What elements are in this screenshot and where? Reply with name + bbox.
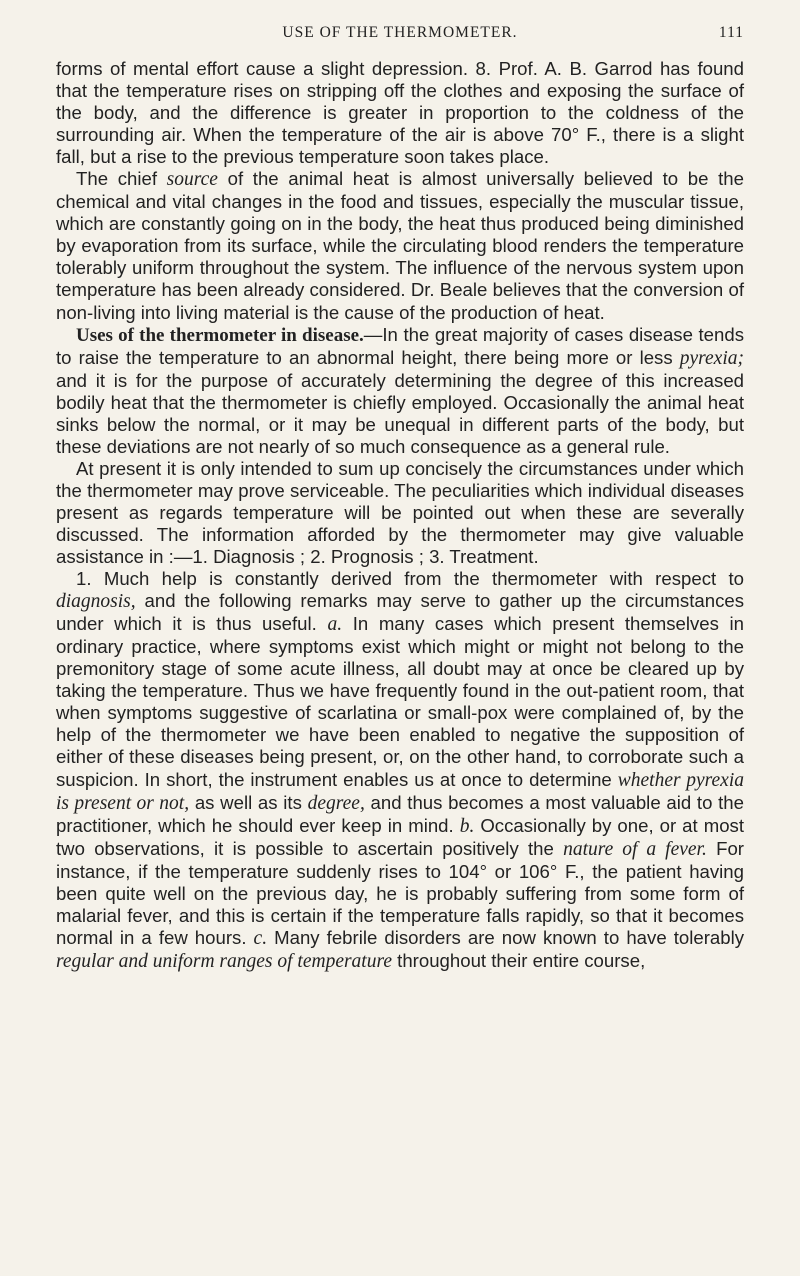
text-run: forms of mental effort cause a slight depression. 8. Prof. A. B. Garrod has found that the temperature rises on stripping off the clothes and exposing the surface of the body, and the difference is greater in proportion to the coldness of the surrounding air. When the temperature of the air is above 70° F., there is a slight fall, but a rise to the previous temperature soon takes place. bbox=[56, 58, 744, 168]
text-run: throughout their entire course, bbox=[392, 949, 646, 971]
italic-text: regular and uniform ranges of temperature bbox=[56, 950, 392, 972]
text-run: In many cases which present themselves in ordinary practice, where symptoms exist which might or might not belong to the premonitory stage of some acute illness, all doubt may at once be cleared up by taking the temperature. Thus we have frequently found in the out-patient room, that when symptoms suggestive of scarlatina or small-pox were complained of, by the help of the thermometer we have been enabled to negative the supposition of either of these diseases being present, or, on the other hand, to corroborate such a suspicion. In short, the instrument enables us at once to determine bbox=[56, 613, 745, 790]
section-heading: Uses of the thermometer in disease. bbox=[76, 324, 364, 346]
italic-text: pyrexia; bbox=[679, 347, 744, 369]
paragraph bbox=[56, 324, 744, 458]
text-run: of the animal heat is almost universally believed to be the chemical and vital changes in the food and tissues, especially the muscular tissue, which are constantly going on in the body, the heat thus produced being diminished by evaporation from its surface, while the circulating blood renders the temperature tolerably uniform throughout the system. The influence of the nervous system upon temperature has been already considered. Dr. Beale believes that the conversion of non-living into living material is the cause of the production of heat. bbox=[56, 168, 744, 323]
text-run: as well as its bbox=[189, 791, 308, 813]
italic-text: a. bbox=[327, 614, 343, 636]
paragraph bbox=[56, 58, 744, 168]
italic-text: source bbox=[166, 169, 218, 191]
paragraph bbox=[56, 168, 744, 323]
italic-text: nature of a fever. bbox=[563, 838, 707, 860]
italic-text: c. bbox=[253, 927, 268, 949]
text-run: At present it is only intended to sum up concisely the circumstances under which the thermometer may prove serviceable. The peculiarities which individual diseases present as regards temperature will be pointed out when these are severally discussed. The information afforded by the thermometer may give valuable assistance in :—1. Diagnosis ; 2. Prognosis ; 3. Treatment. bbox=[56, 457, 744, 568]
italic-text: whether pyrexia is present or not, bbox=[56, 769, 744, 814]
text-run: Occasionally by one, or at most two observations, it is possible to ascertain positively the bbox=[56, 814, 744, 859]
text-run: The chief bbox=[76, 168, 167, 190]
body-text bbox=[56, 58, 744, 973]
text-run: For instance, if the temperature suddenly rises to 104° or 106° F., the patient having been quite well on the previous day, he is probably suffering from some form of malarial fever, and this is certain if the temperature falls rapidly, so that it becomes normal in a few hours. bbox=[56, 837, 744, 948]
text-run: —In the great majority of cases disease tends to raise the temperature to an abnormal height, there being more or less bbox=[56, 323, 745, 368]
text-run: 1. Much help is constantly derived from the thermometer with respect to bbox=[76, 568, 744, 590]
italic-text: degree, bbox=[307, 792, 365, 814]
running-head-title: USE OF THE THERMOMETER. bbox=[282, 24, 518, 41]
text-run: and it is for the purpose of accurately determining the degree of this increased bodily heat that the thermometer is chiefly employed. Occasionally the animal heat sinks below the normal, or it may be unequal in different parts of the body, but these deviations are not nearly of so much consequence as a general rule. bbox=[56, 369, 744, 457]
running-head bbox=[0, 24, 800, 52]
page-number: 111 bbox=[718, 24, 744, 41]
italic-text: b. bbox=[459, 815, 475, 837]
text-run: Many febrile disorders are now known to have tolerably bbox=[267, 926, 744, 948]
paragraph bbox=[56, 568, 744, 973]
italic-text: diagnosis, bbox=[56, 591, 136, 613]
paragraph bbox=[56, 458, 744, 568]
text-run: and thus becomes a most valuable aid to the practitioner, which he should ever keep in mind. bbox=[56, 791, 744, 836]
text-run: and the following remarks may serve to gather up the circumstances under which it is thus useful. bbox=[56, 590, 744, 635]
